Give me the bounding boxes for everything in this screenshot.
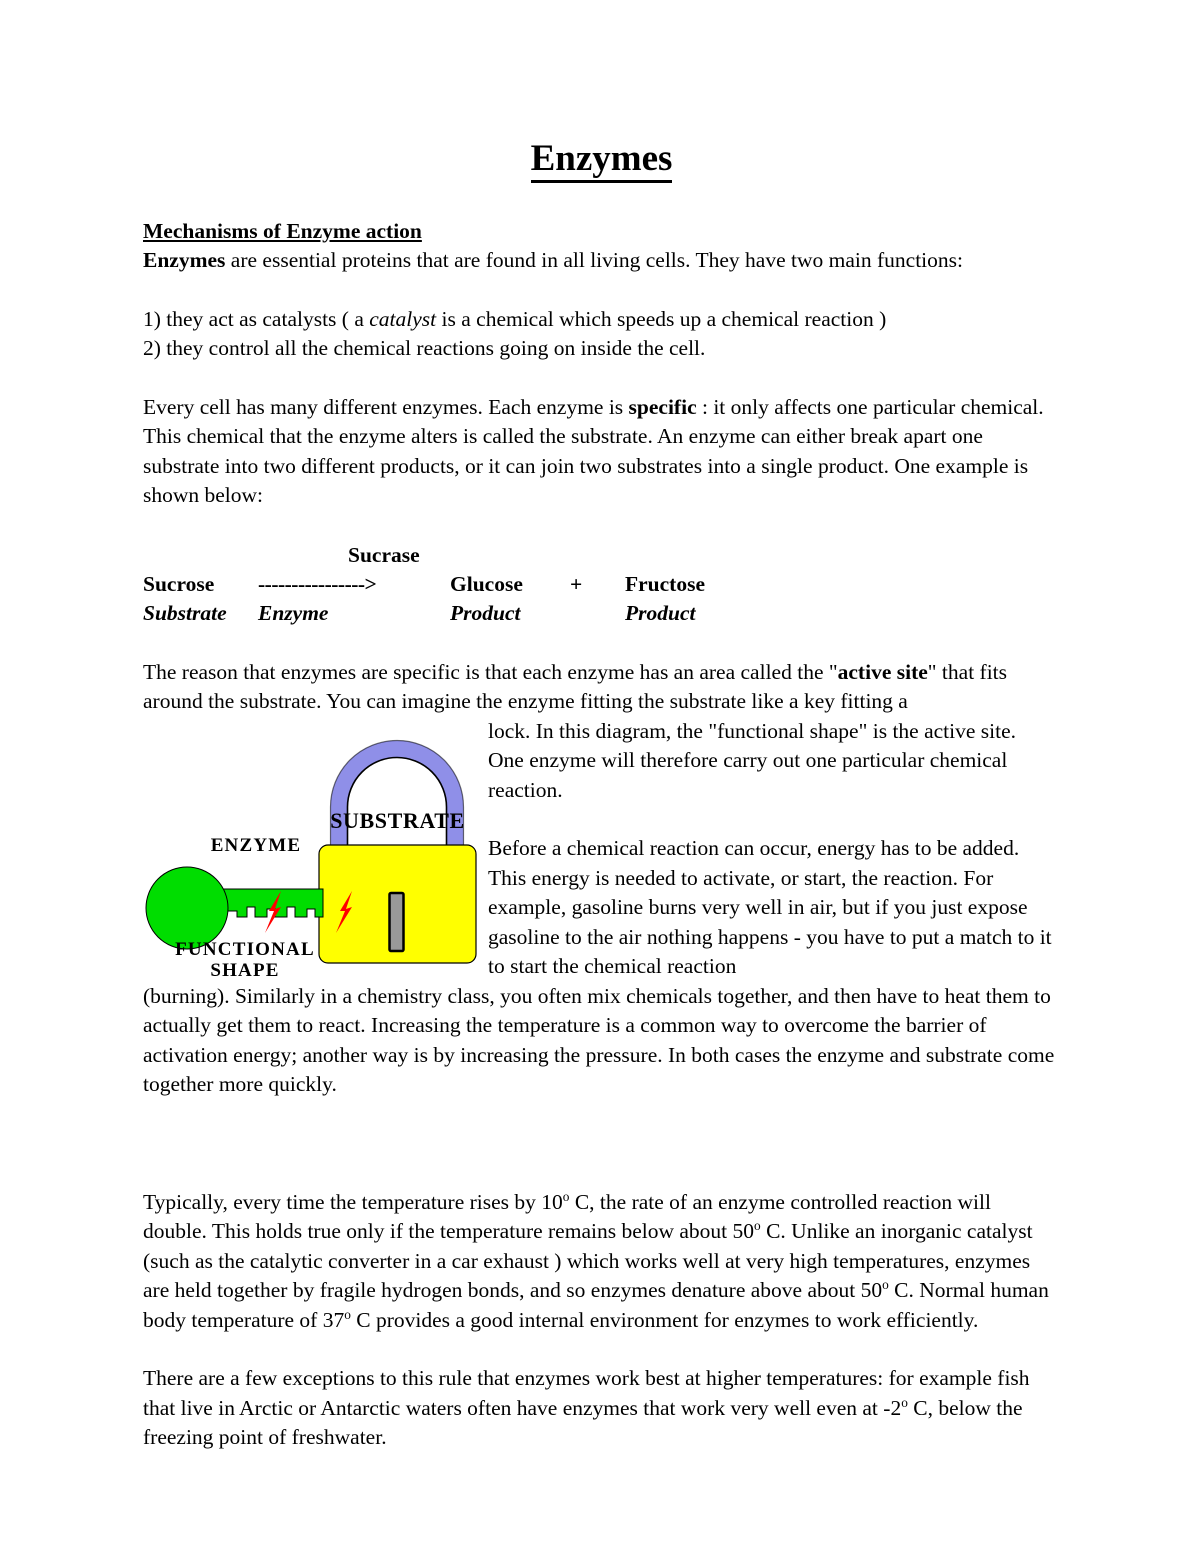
paragraph-active-site-part2: " that fits around the substrate. You can imagine the enzyme fitting the substrate like a key fitting a [143, 659, 1008, 714]
figure-canvas [143, 717, 488, 979]
function-item-1-post: is a chemical which speeds up a chemical reaction ) [436, 306, 887, 331]
reaction-product-1: Glucose [450, 571, 523, 596]
side-paragraph-2: One enzyme will therefore carry out one particular chemical reaction. [488, 748, 1008, 802]
reaction-label-row [143, 599, 843, 628]
paragraph-exceptions-p2: C, below the freezing point of freshwater. [143, 1395, 1023, 1450]
function-item-1-pre: 1) they act as catalysts ( a [143, 306, 370, 331]
paragraph-specific [143, 393, 1060, 511]
paragraph-specific-bold: specific [628, 394, 697, 419]
figure-side-text [488, 717, 1060, 982]
reaction-equation [143, 541, 843, 628]
figure-text-wrap [143, 717, 1060, 982]
page-title [143, 140, 1060, 183]
function-item-1 [143, 305, 1060, 335]
function-item-1-italic: catalyst [369, 306, 437, 331]
intro-lead-paragraph [143, 246, 1060, 276]
degree-symbol-5: o [901, 1394, 908, 1410]
figure-label-functional-shape-line1: FUNCTIONAL [175, 938, 315, 960]
paragraph-temperature-p5: C provides a good internal environment for enzymes to work efficiently. [350, 1307, 979, 1332]
paragraph-temperature-p4: C. Normal human body temperature of 37 [143, 1278, 1049, 1332]
paragraph-temperature-p3: C. Unlike an inorganic catalyst (such as the catalytic converter in a car exhaust ) which works well at very high temperatures, enzymes are held together by fragile hydrogen bonds, and so enzymes denature above about 50 [143, 1219, 1033, 1303]
spacer [488, 805, 1060, 834]
spacer [143, 276, 1060, 305]
figure-label-enzyme: ENZYME [210, 834, 302, 856]
paragraph-specific-part2: : it only affects one particular chemical. This chemical that the enzyme alters is called the substrate. An enzyme can either break apart one substrate into two different products, or it can join two substrates into a single product. One example is shown below: [143, 394, 1044, 508]
intro-lead-rest: are essential proteins that are found in all living cells. They have two main functions: [225, 248, 963, 273]
reaction-plus-sign: + [570, 571, 583, 596]
section-heading: Mechanisms of Enzyme action [143, 218, 422, 243]
reaction-label-spacer [570, 599, 625, 628]
paragraph-burning: (burning). Similarly in a chemistry class, you often mix chemicals together, and then have to heat them to actually get them to react. Increasing the temperature is a common way to overcome the barrier of activation energy; another way is by increasing the pressure. In both cases the enzyme and substrate come together more quickly. [143, 983, 1055, 1097]
reaction-substrate: Sucrose [143, 571, 215, 596]
paragraph-exceptions [143, 1364, 1060, 1453]
reaction-enzyme-name: Sucrase [348, 542, 420, 567]
side-paragraph-1: lock. In this diagram, the "functional shape" is the active site. [488, 718, 1017, 743]
reaction-product-2: Fructose [625, 571, 705, 596]
degree-symbol-2: o [754, 1218, 761, 1234]
paragraph-temperature [143, 1188, 1060, 1336]
degree-symbol-4: o [344, 1306, 351, 1322]
degree-symbol-3: o [882, 1277, 889, 1293]
reaction-label-product-1: Product [450, 600, 521, 625]
reaction-label-product-2: Product [625, 600, 696, 625]
figure-label-functional-shape-line2: SHAPE [210, 959, 280, 981]
spacer [143, 628, 1060, 658]
paragraph-active-site-part1: The reason that enzymes are specific is that each enzyme has an area called the " [143, 659, 838, 684]
reaction-label-substrate: Substrate [143, 600, 227, 625]
paragraph-temperature-p2: C, the rate of an enzyme controlled reaction will double. This holds true only if the temperature remains below about 50 [143, 1189, 991, 1244]
arrow-left-icon [265, 891, 281, 933]
arrow-right-icon [336, 891, 352, 933]
side-paragraph-3: Before a chemical reaction can occur, energy has to be added. This energy is needed to activate, or start, the reaction. For example, gasoline burns very well in air, but if you just expose gasoline to the air nothing happens - you have to put a match to it to start the chemical reaction [488, 836, 1052, 979]
spacer [143, 1100, 1060, 1188]
paragraph-active-site [143, 658, 1060, 717]
reaction-main-row [143, 570, 843, 599]
spacer [143, 364, 1060, 393]
reaction-arrow: ----------------> [258, 571, 377, 596]
intro-lead-bold: Enzymes [143, 248, 226, 273]
paragraph-temperature-p1: Typically, every time the temperature rises by 10 [143, 1189, 563, 1214]
paragraph-active-site-bold: active site [837, 659, 928, 684]
reaction-enzyme-row [348, 541, 843, 570]
figure-label-functional-shape [165, 939, 325, 981]
paragraph-specific-part1: Every cell has many different enzymes. Each enzyme is [143, 394, 629, 419]
spacer [143, 1335, 1060, 1364]
function-item-2: 2) they control all the chemical reactions going on inside the cell. [143, 336, 706, 361]
document-content [143, 140, 1060, 1453]
figure-label-substrate: SUBSTRATE [330, 807, 465, 833]
reaction-label-enzyme: Enzyme [258, 600, 329, 625]
degree-symbol-1: o [562, 1188, 570, 1204]
lock-and-key-figure [143, 717, 488, 981]
paragraph-exceptions-p1: There are a few exceptions to this rule that enzymes work best at higher temperatures: for example fish that live in Arctic or Antarctic waters often have enzymes that work very well even at -2 [143, 1366, 1030, 1420]
page-title-text: Enzymes [531, 140, 673, 183]
